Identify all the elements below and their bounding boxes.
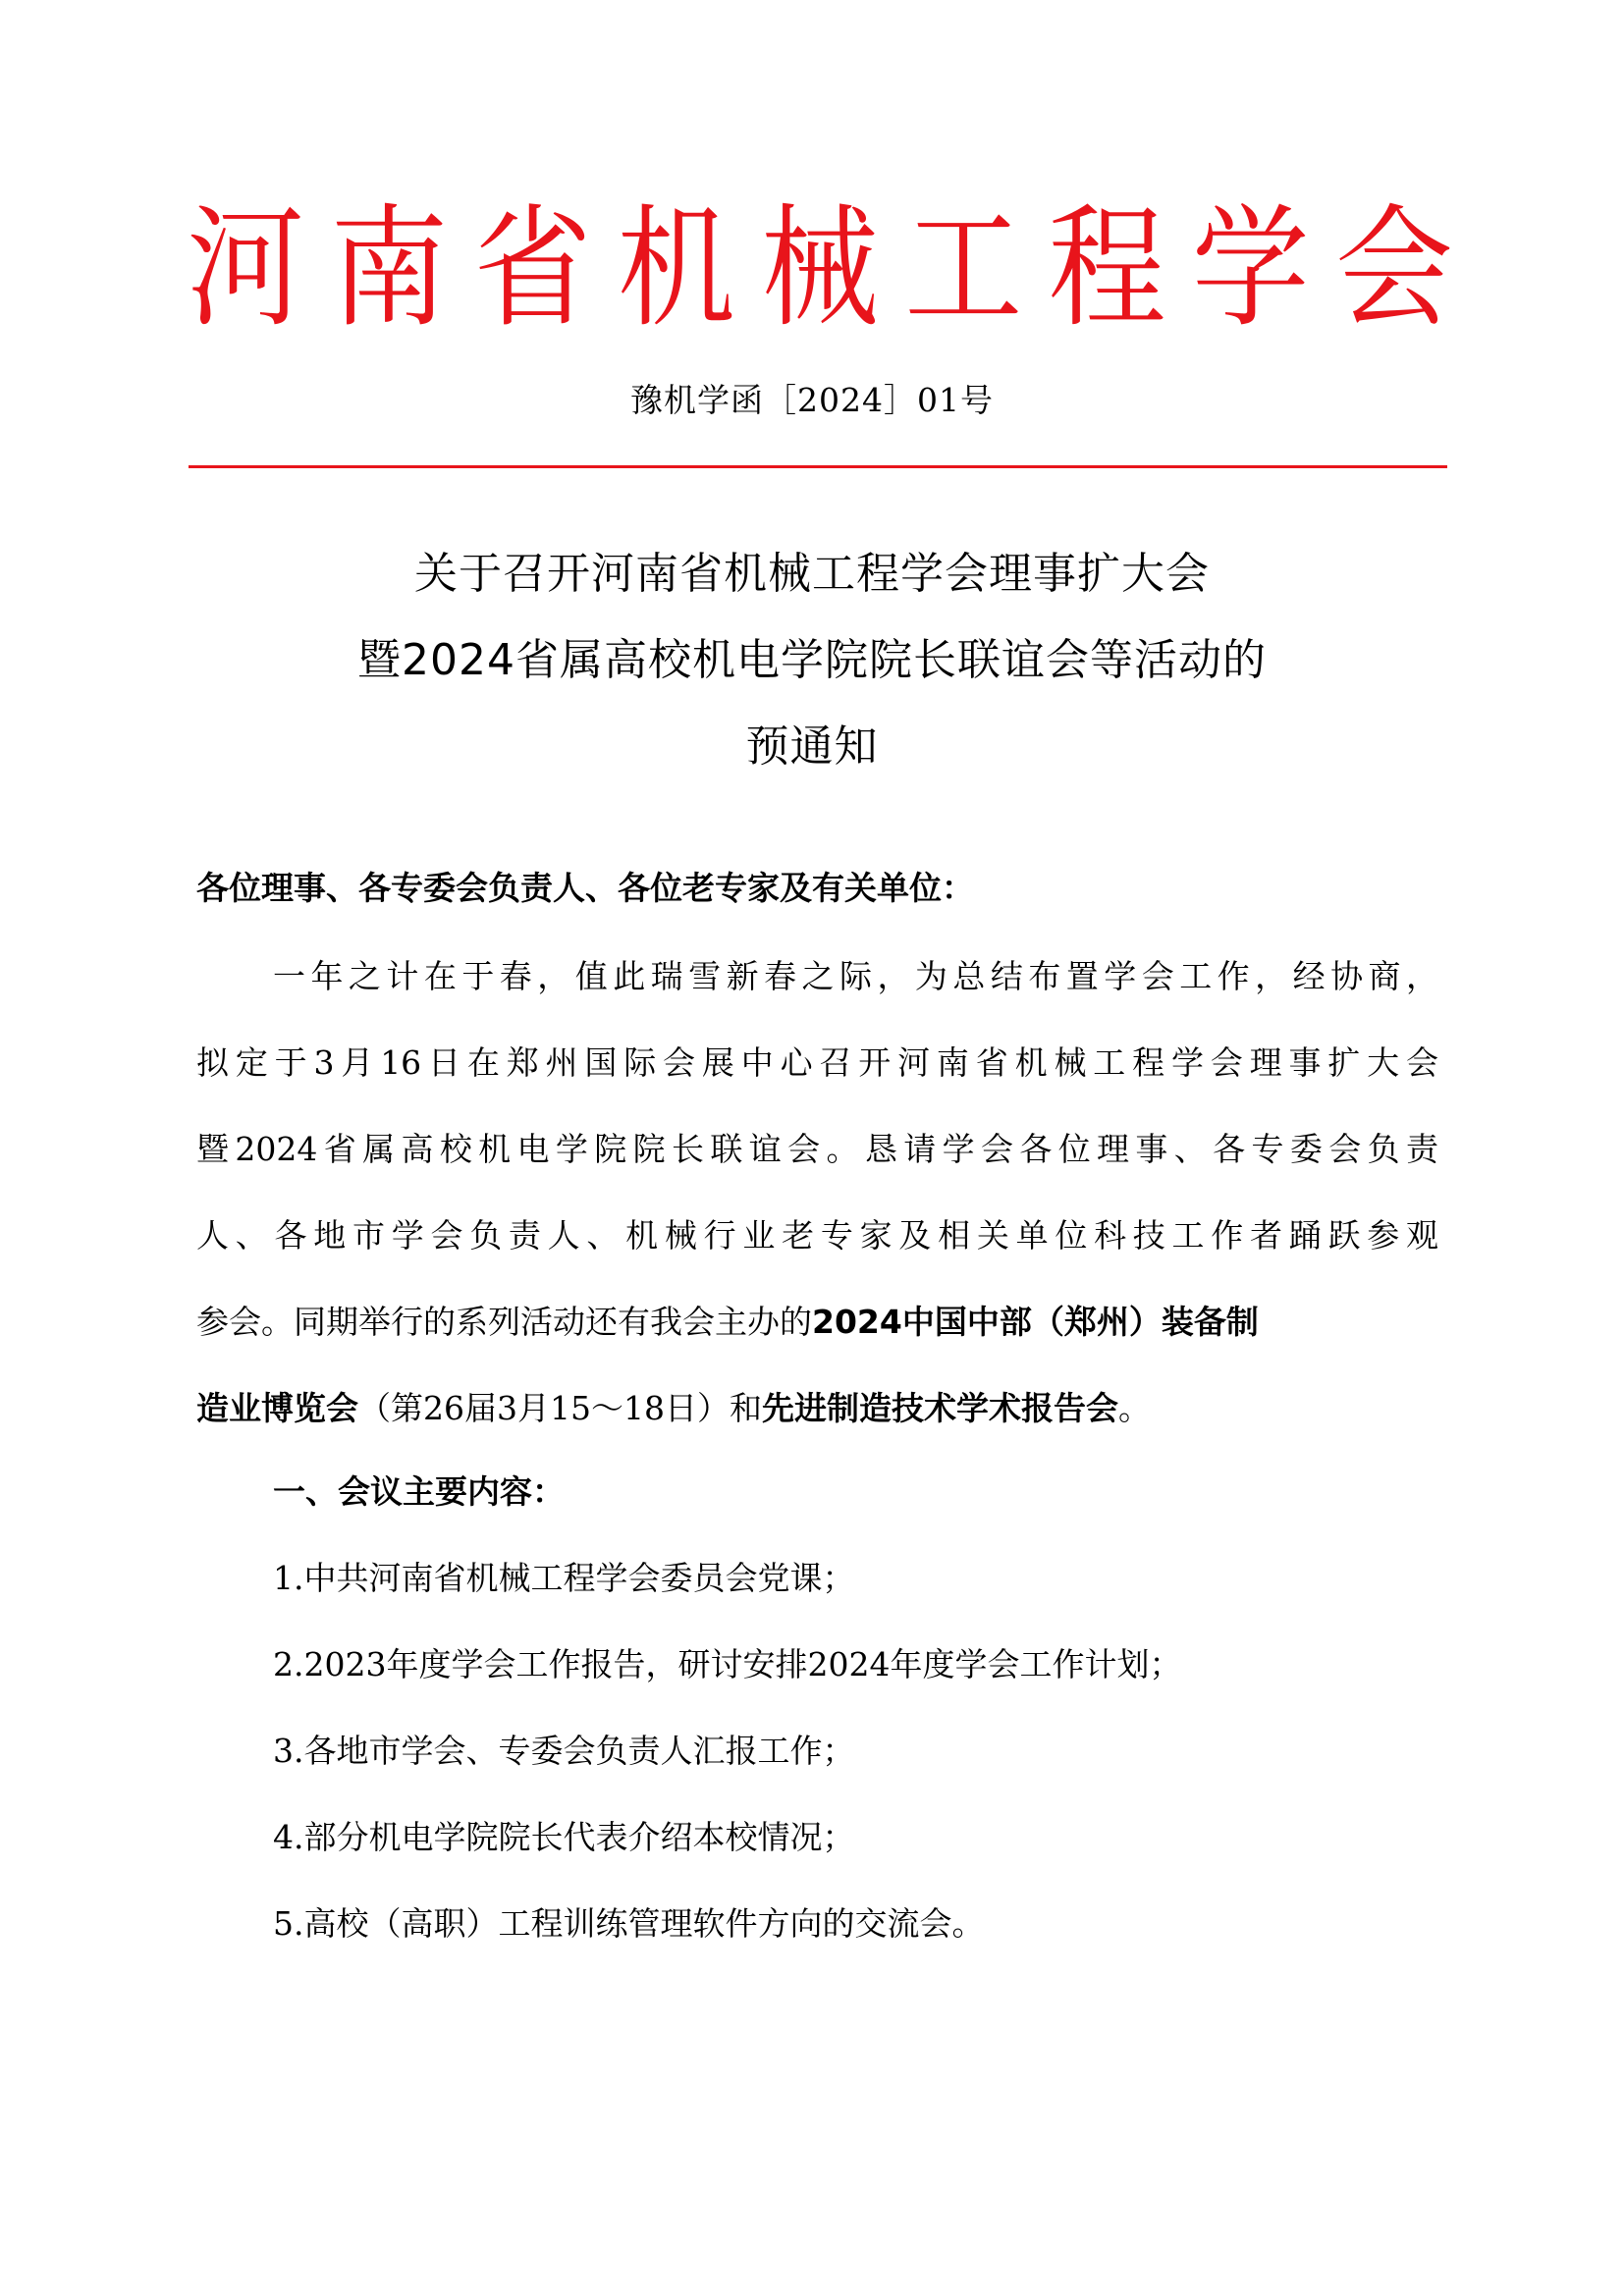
section-heading-agenda: 一、会议主要内容：	[273, 1472, 565, 1511]
expo-name-part-2: 造业博览会	[196, 1389, 358, 1427]
agenda-item: 5.高校（高职）工程训练管理软件方向的交流会。	[273, 1904, 985, 1943]
expo-name-part-1: 2024中国中部（郑州）装备制	[812, 1303, 1259, 1341]
letterhead-char: 程	[1048, 192, 1166, 347]
body-line-4: 人、各地市学会负责人、机械行业老专家及相关单位科技工作者踊跃参观	[196, 1216, 1438, 1255]
document-title-line-1: 关于召开河南省机械工程学会理事扩大会	[414, 549, 1210, 599]
agenda-item: 2.2023年度学会工作报告，研讨安排2024年度学会工作计划；	[273, 1645, 1182, 1683]
academic-report-name: 先进制造技术学术报告会	[761, 1389, 1118, 1427]
body-line-2: 拟定于3月16日在郑州国际会展中心召开河南省机械工程学会理事扩大会	[196, 1043, 1438, 1082]
body-line-6	[196, 1384, 1151, 1433]
letterhead-char: 学	[1191, 192, 1310, 347]
letterhead-org-name	[187, 192, 1453, 347]
letterhead-char: 机	[617, 192, 735, 347]
body-line-1: 一年之计在于春，值此瑞雪新春之际，为总结布置学会工作，经协商，	[273, 957, 1438, 995]
body-line-3: 暨2024省属高校机电学院院长联谊会。恳请学会各位理事、各专委会负责	[196, 1130, 1438, 1168]
body-line-5	[196, 1298, 1259, 1347]
letterhead-char: 南	[330, 192, 449, 347]
salutation: 各位理事、各专委会负责人、各位老专家及有关单位：	[196, 869, 974, 907]
document-title-line-3: 预通知	[745, 721, 879, 772]
letterhead-char: 省	[473, 192, 592, 347]
agenda-item: 4.部分机电学院院长代表介绍本校情况；	[273, 1818, 855, 1856]
agenda-item: 3.各地市学会、专委会负责人汇报工作；	[273, 1732, 855, 1770]
agenda-item: 1.中共河南省机械工程学会委员会党课；	[273, 1559, 855, 1597]
document-title-line-2: 暨2024省属高校机电学院院长联谊会等活动的	[357, 635, 1267, 685]
letterhead-char: 会	[1335, 192, 1453, 347]
letterhead-char: 工	[904, 192, 1023, 347]
document-number: 豫机学函［2024］01号	[630, 381, 994, 419]
letterhead-divider	[189, 465, 1447, 468]
body-text: 参会。同期举行的系列活动还有我会主办的	[196, 1303, 812, 1341]
body-text: （第26届3月15～18日）和	[358, 1389, 762, 1427]
letterhead-char: 械	[761, 192, 879, 347]
letterhead-char: 河	[187, 192, 304, 347]
body-text: 。	[1117, 1389, 1151, 1427]
